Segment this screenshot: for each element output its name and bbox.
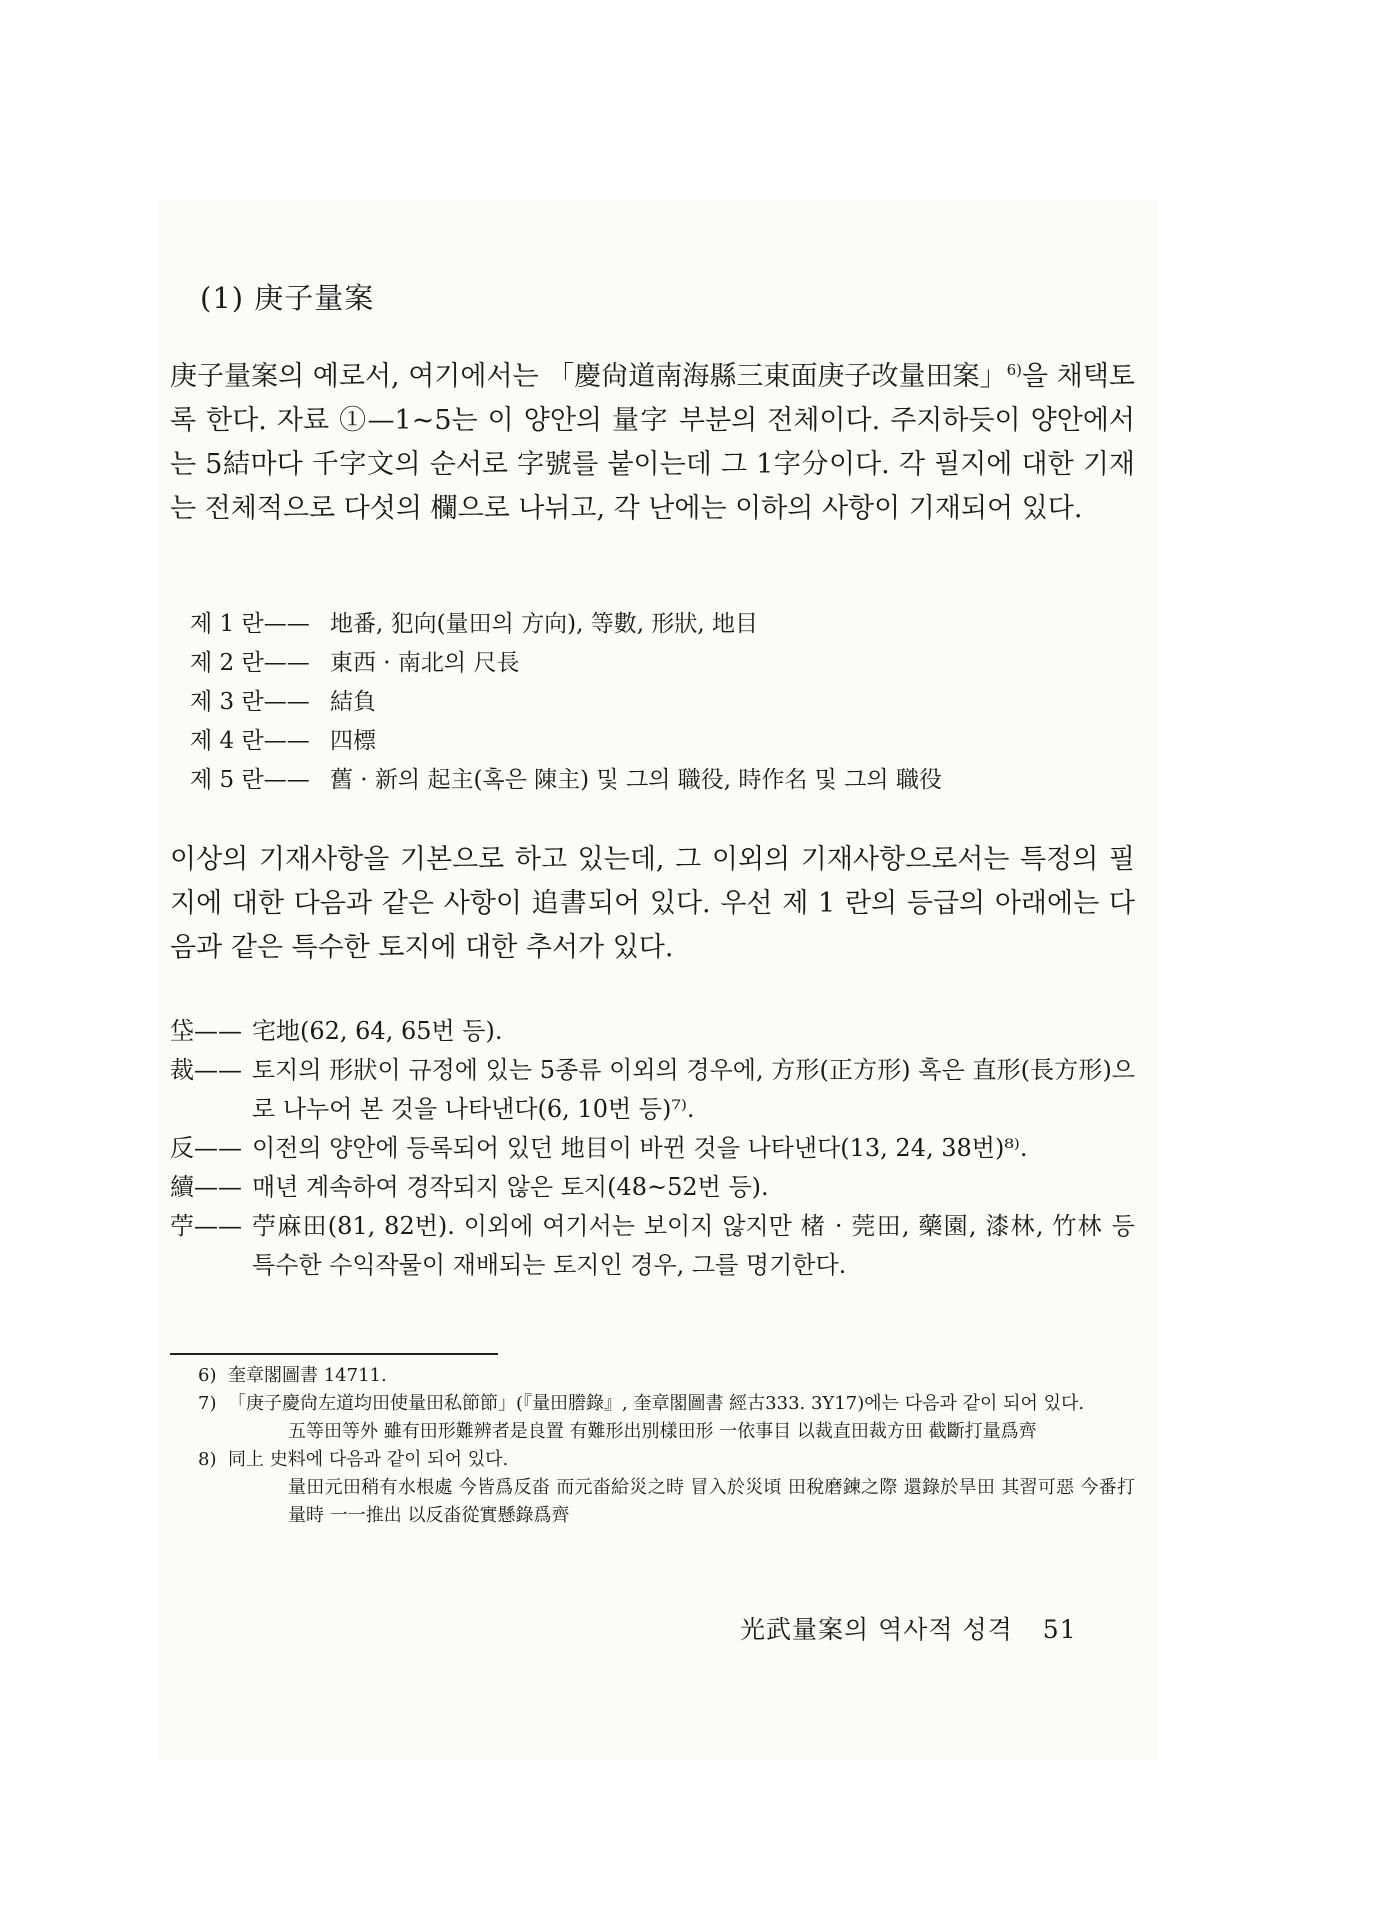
annotation-term: 續—— [170,1173,242,1201]
footnote-text: 「庚子慶尙左道均田使量田私節節」(『量田謄錄』, 奎章閣圖書 經古333. 3Y17)에는 다음과 같이 되어 있다. [228,1393,1085,1414]
column-list [190,605,942,800]
annotation-item [170,1012,1135,1051]
paragraph-1-text: 庚子量案의 예로서, 여기에서는 「慶尙道南海縣三東面庚子改量田案」 [170,361,1007,392]
column-desc: 東西 · 南北의 尺長 [330,650,520,676]
column-number: 제 5 란—— [190,767,310,793]
annotation-text: 苧麻田(81, 82번). 이외에 여기서는 보이지 않지만 楮 · 莞田, 藥園, 漆林, 竹林 등 특수한 수익작물이 재배되는 토지인 경우, 그를 명기한다. [252,1212,1135,1279]
column-desc: 舊 · 新의 起主(혹은 陳主) 및 그의 職役, 時作名 및 그의 職役 [330,767,942,793]
column-item [190,683,942,722]
footnote-ref-6: 6) [1006,361,1023,379]
footnote-number: 6) [198,1365,217,1386]
running-footer [740,1610,1077,1646]
annotation-term: 裁—— [170,1056,242,1084]
column-desc: 四標 [330,728,376,754]
column-item [190,722,942,761]
footnote-item [198,1390,1135,1446]
column-desc: 地番, 犯向(量田의 方向), 等數, 形狀, 地目 [330,611,758,637]
annotation-term: 垈—— [170,1017,242,1045]
annotation-term: 苧—— [170,1212,242,1240]
running-title: 光武量案의 역사적 성격 [740,1615,1013,1644]
column-item [190,644,942,683]
annotation-text: 토지의 形狀이 규정에 있는 5종류 이외의 경우에, 方形(正方形) 혹은 直形(長方形)으로 나누어 본 것을 나타낸다(6, 10번 등)⁷⁾. [252,1056,1135,1123]
column-item [190,605,942,644]
column-number: 제 2 란—— [190,650,310,676]
column-item [190,761,942,800]
annotation-item [170,1129,1135,1168]
footnote-quote: 量田元田稍有水根處 今皆爲反畓 而元畓給災之時 冒入於災頃 田稅磨鍊之際 還錄於旱田 其習可惡 今番打量時 一一推出 以反畓從實懸錄爲齊 [288,1477,1135,1526]
section-title: (1) 庚子量案 [200,281,375,315]
footnote-divider [170,1353,498,1355]
annotation-item [170,1051,1135,1129]
column-desc: 結負 [330,689,376,715]
annotation-item [170,1168,1135,1207]
annotation-text: 매년 계속하여 경작되지 않은 토지(48~52번 등). [252,1173,769,1201]
paragraph-2: 이상의 기재사항을 기본으로 하고 있는데, 그 이외의 기재사항으로서는 특정의 필지에 대한 다음과 같은 사항이 追書되어 있다. 우선 제 1 란의 등급의 아래에는 다음과 같은 특수한 토지에 대한 추서가 있다. [170,844,1135,963]
annotation-text: 宅地(62, 64, 65번 등). [252,1017,503,1045]
column-number: 제 1 란—— [190,611,310,637]
annotation-term: 反—— [170,1134,242,1162]
paragraph-1 [170,355,1135,531]
footnote-item [198,1362,1135,1390]
annotation-list [170,1012,1135,1285]
annotation-text: 이전의 양안에 등록되어 있던 地目이 바뀐 것을 나타낸다(13, 24, 38번)⁸⁾. [252,1134,1028,1162]
footnote-text: 奎章閣圖書 14711. [228,1365,387,1386]
paragraph-1-text-rest: 을 채택토록 한다. 자료 ①—1~5는 이 양안의 量字 부분의 전체이다. 주지하듯이 양안에서는 5結마다 千字文의 순서로 字號를 붙이는데 그 1字分이다. 각 필지에 대한 기재는 전체적으로 다섯의 欄으로 나뉘고, 각 난에는 이하의 사항이 기재되어 있다. [170,361,1135,524]
footnote-item [198,1446,1135,1530]
footnote-number: 8) [198,1449,217,1470]
column-number: 제 4 란—— [190,728,310,754]
footnote-quote: 五等田等外 雖有田形難辨者是良置 有難形出別樣田形 一依事目 以裁直田裁方田 截斷打量爲齊 [288,1421,1037,1442]
footnote-text: 同上 史料에 다음과 같이 되어 있다. [228,1449,509,1470]
footnote-list [198,1362,1135,1530]
column-number: 제 3 란—— [190,689,310,715]
page-number: 51 [1042,1615,1077,1644]
footnote-number: 7) [198,1393,217,1414]
annotation-item [170,1207,1135,1285]
